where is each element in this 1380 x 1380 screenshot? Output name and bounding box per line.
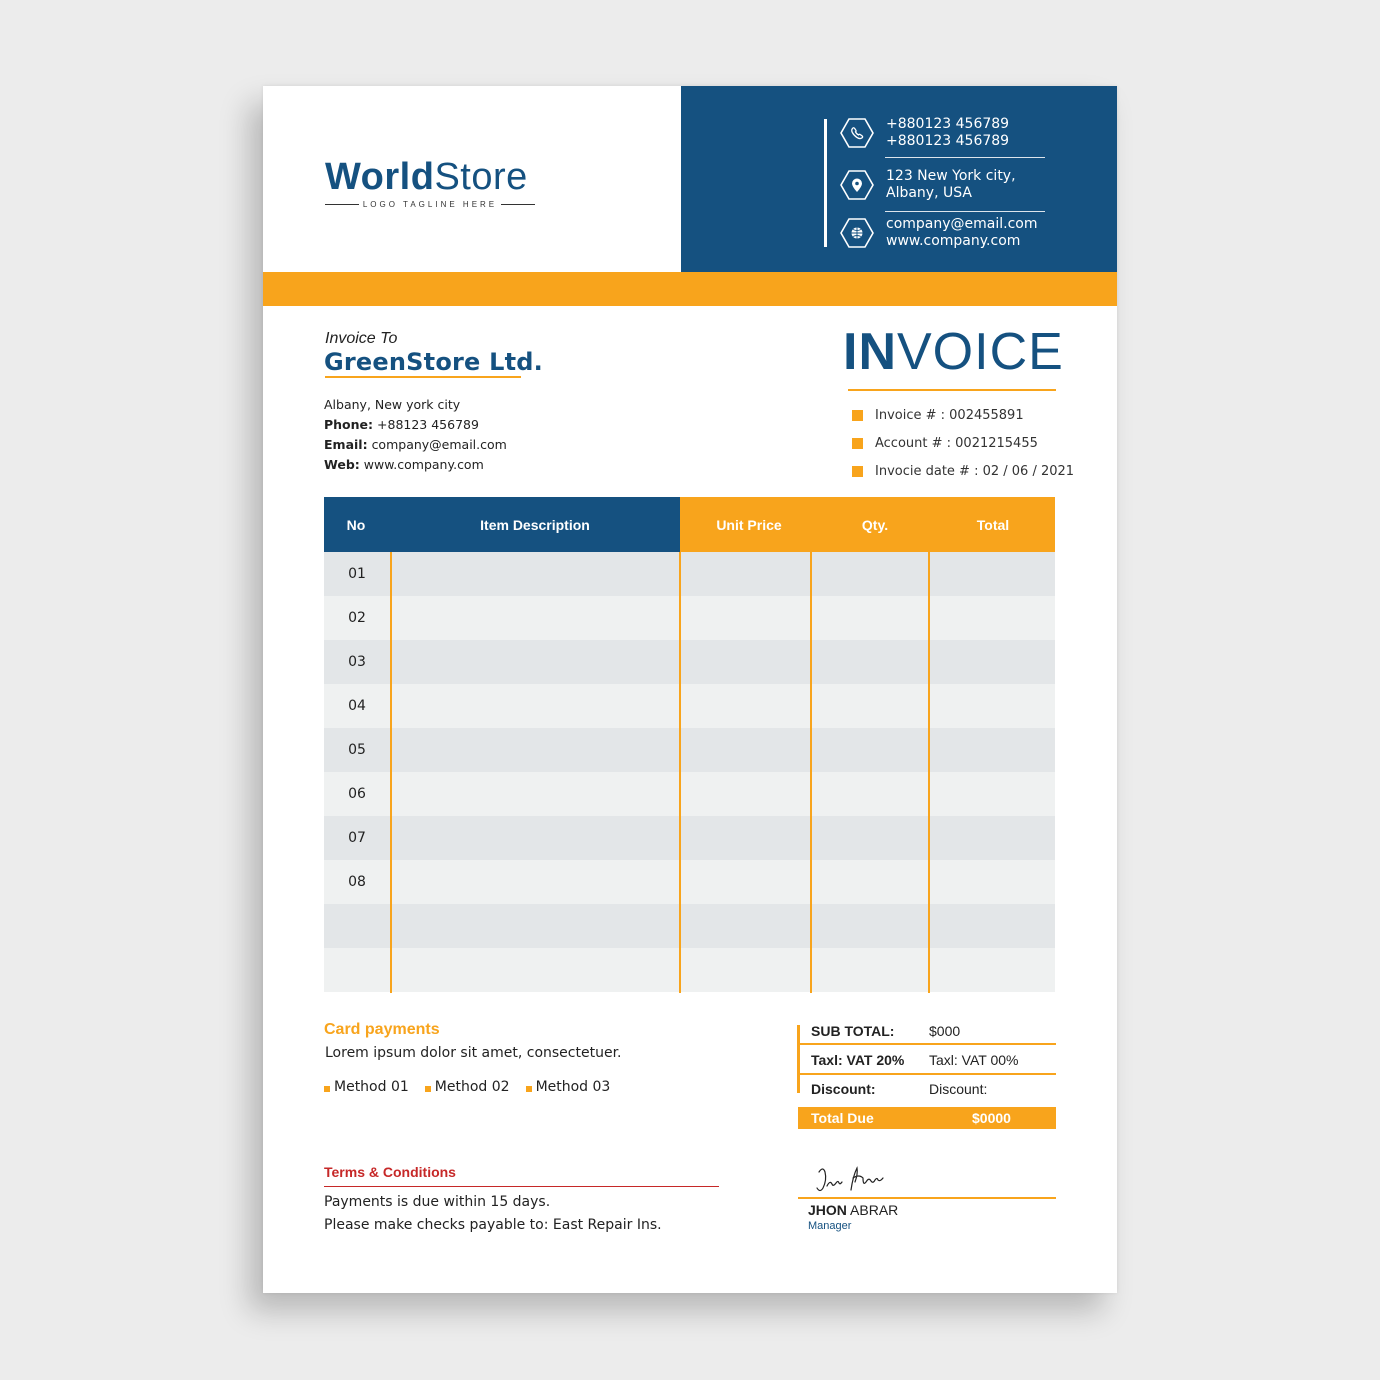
location-pin-icon (840, 170, 874, 200)
contact-separator-1 (885, 157, 1045, 158)
total-due-bar (798, 1107, 1056, 1129)
invoice-title (843, 324, 1064, 380)
total-due-label: Total Due (811, 1110, 874, 1126)
row-number: 01 (348, 566, 366, 582)
bullet-square-icon (425, 1086, 431, 1092)
signatory-role: Manager (808, 1220, 852, 1232)
table-row (324, 948, 1055, 992)
terms-underline (324, 1186, 719, 1187)
client-address: Albany, New york city (324, 397, 461, 412)
invoice-number-text: Invoice # : 002455891 (875, 408, 1024, 423)
invoice-title-bold: IN (843, 323, 897, 381)
signatory-name (808, 1202, 898, 1218)
totals-accent-line (797, 1025, 800, 1093)
table-row (324, 596, 1055, 640)
totals-divider (798, 1043, 1056, 1045)
contact-website[interactable]: www.company.com (886, 233, 1021, 249)
col-header-qty: Qty. (861, 517, 889, 533)
card-payments-title: Card payments (324, 1021, 440, 1038)
phone-icon (840, 118, 874, 148)
items-table (324, 497, 1055, 890)
signature-line (798, 1197, 1056, 1199)
table-row (324, 860, 1055, 904)
tax-row (811, 1052, 1056, 1080)
client-phone-row (324, 415, 507, 435)
client-name: GreenStore Ltd. (324, 348, 543, 376)
bullet-square-icon (526, 1086, 532, 1092)
tax-label: Taxl: VAT 20% (811, 1052, 905, 1068)
invoice-title-underline (848, 389, 1056, 391)
signatory-first-name: JHON (808, 1202, 847, 1218)
tagline-rule-left (325, 204, 359, 205)
col-header-description: Item Description (480, 517, 590, 533)
terms-line-2: Please make checks payable to: East Repair Ins. (324, 1217, 662, 1233)
logo-tagline-row (325, 200, 535, 209)
table-row (324, 640, 1055, 684)
discount-label: Discount: (811, 1081, 876, 1097)
payment-method-3 (526, 1079, 611, 1095)
bullet-square-icon (852, 438, 863, 449)
row-number: 06 (348, 786, 366, 802)
client-web-row (324, 455, 507, 475)
table-row (324, 904, 1055, 948)
contact-phone (840, 116, 1045, 150)
client-email[interactable]: company@email.com (371, 437, 507, 452)
contact-web (840, 216, 1045, 250)
total-due-value: $0000 (972, 1110, 1011, 1126)
column-divider (810, 552, 812, 993)
table-row (324, 684, 1055, 728)
payment-method-label: Method 02 (434, 1079, 510, 1095)
row-number: 05 (348, 742, 366, 758)
logo-light-text: Store (434, 156, 528, 198)
invoice-date-text: Invocie date # : 02 / 06 / 2021 (875, 464, 1075, 479)
row-number: 03 (348, 654, 366, 670)
client-name-underline (325, 376, 521, 378)
logo-wordmark (325, 156, 535, 198)
row-number: 07 (348, 830, 366, 846)
client-web-label: Web: (324, 457, 360, 472)
company-logo (325, 156, 535, 209)
table-row (324, 728, 1055, 772)
payment-methods (324, 1079, 626, 1095)
table-row (324, 816, 1055, 860)
bullet-square-icon (324, 1086, 330, 1092)
terms-text (324, 1191, 662, 1237)
contact-phone-1: +880123 456789 (886, 116, 1010, 132)
payment-method-label: Method 03 (535, 1079, 611, 1095)
logo-tagline: LOGO TAGLINE HERE (362, 200, 498, 209)
contact-phone-2: +880123 456789 (886, 133, 1010, 149)
totals-divider (798, 1073, 1056, 1075)
row-number: 04 (348, 698, 366, 714)
invoice-date (852, 464, 1074, 479)
contact-address-line-1: 123 New York city, (886, 168, 1016, 184)
payment-method-label: Method 01 (334, 1079, 409, 1095)
client-email-row (324, 435, 507, 455)
discount-value: Discount: (929, 1081, 988, 1097)
subtotal-row (811, 1023, 1056, 1051)
invoice-page (263, 86, 1117, 1293)
row-number: 02 (348, 610, 366, 626)
row-number: 08 (348, 874, 366, 890)
contact-divider (824, 119, 827, 247)
account-number (852, 436, 1038, 451)
client-email-label: Email: (324, 437, 368, 452)
invoice-number (852, 408, 1024, 423)
bullet-square-icon (852, 410, 863, 421)
table-row (324, 552, 1055, 596)
client-details (324, 395, 507, 475)
subtotal-value: $000 (929, 1023, 961, 1039)
terms-title: Terms & Conditions (324, 1164, 456, 1180)
client-web[interactable]: www.company.com (363, 457, 484, 472)
discount-row (811, 1081, 1056, 1109)
items-table-header (324, 497, 1055, 552)
table-row (324, 772, 1055, 816)
contact-separator-2 (885, 211, 1045, 212)
contact-address-line-2: Albany, USA (886, 185, 972, 201)
client-phone: +88123 456789 (377, 417, 479, 432)
card-payments-text: Lorem ipsum dolor sit amet, consectetuer. (325, 1045, 622, 1061)
column-divider (679, 552, 681, 993)
logo-bold-text: World (325, 156, 435, 198)
col-header-total: Total (976, 517, 1010, 533)
bullet-square-icon (852, 466, 863, 477)
col-header-no: No (346, 517, 366, 533)
contact-address (840, 168, 1045, 202)
tax-value: Taxl: VAT 00% (929, 1052, 1019, 1068)
column-divider (928, 552, 930, 993)
signatory-last-name: ABRAR (850, 1202, 899, 1218)
account-number-text: Account # : 0021215455 (875, 436, 1038, 451)
payment-method-1 (324, 1079, 409, 1095)
subtotal-label: SUB TOTAL: (811, 1023, 895, 1039)
globe-icon (840, 218, 874, 248)
contact-email[interactable]: company@email.com (886, 216, 1038, 232)
invoice-title-light: VOICE (897, 323, 1064, 381)
col-header-unit-price: Unit Price (716, 517, 782, 533)
column-divider (390, 552, 392, 993)
tagline-rule-right (501, 204, 535, 205)
payment-method-2 (425, 1079, 510, 1095)
client-phone-label: Phone: (324, 417, 374, 432)
terms-line-1: Payments is due within 15 days. (324, 1194, 551, 1210)
invoice-to-label: Invoice To (325, 330, 398, 347)
header-accent-bar (263, 272, 1117, 306)
